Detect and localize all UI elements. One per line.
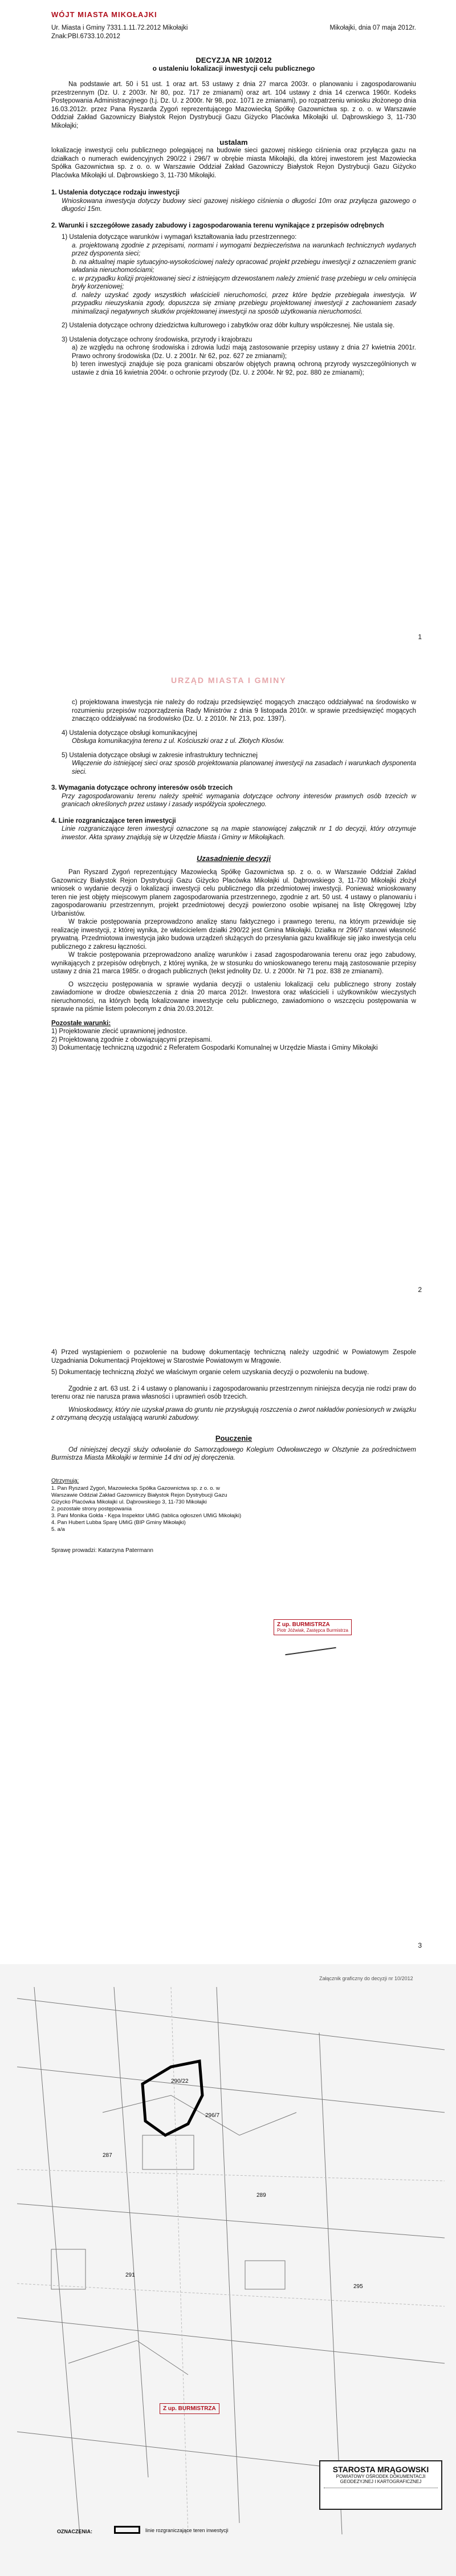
section-2-5: 5) Ustalenia dotyczące obsługi w zakresie infrastruktury technicznej	[62, 751, 258, 759]
justification-paragraph: W trakcie postępowania przeprowadzono analizę stanu faktycznego i prawnego terenu, na którym przewiduje się realizację inwestycji, z której wynika, że właścicielem działki 290/22 jest Gmina Mikołajki. Działka nr 296/7 stanowi własność prywatną. Przedmiotowa inwestycja jako budowa urządzeń służących do przesyłania gazu kwalifikuje się jako inwestycja celu publicznego z zakresu łączności.	[51, 919, 416, 950]
list-item: c. w przypadku kolizji projektowanej sieci z istniejącym drzewostanem należy zmienić trasę przebiegu w celu ominięcia bryły korzeniowej;	[72, 275, 417, 290]
intro-paragraph: Na podstawie art. 50 i 51 ust. 1 oraz art. 53 ustawy z dnia 27 marca 2003r. o planowaniu i zagospodarowaniu przestrzennym (Dz. U. z 2003r. Nr 80, poz. 717 ze zmianami) oraz art. 104 ustawy z dnia 14 czerwca 1960r. Kodeks Postępowania Administracyjnego (t.j. Dz. U. z 2000r. Nr 98, poz. 1071 ze zmianami), po rozpatrzeniu wniosku złożonego dnia 16.03.2012r. przez Pana Ryszarda Zygoń reprezentującego Mazowiecką Spółkę Gazownictwa sp. z o. o. w Warszawie Oddział Zakład Gazowniczy Białystok Rejon Dystrybucji Gazu Giżycko Placówka Mikołajki ul. Dąbrowskiego 3, 11-730 Mikołajki;	[51, 81, 416, 129]
case-number: Znak:PBI.6733.10.2012	[51, 33, 120, 40]
section-2-3-c: c) projektowana inwestycja nie należy do rodzaju przedsięwzięć mogących znacząco oddziaływać na środowisko w rozumieniu przepisów rozporządzenia Rady Ministrów z dnia 9 listopada 2010r. w sprawie przedsięwzięć mogących znacząco oddziaływać na środowisko (Dz. U. z 2010r. Nr 213, poz. 1397).	[72, 699, 416, 722]
instruction-text: Od niniejszej decyzji służy odwołanie do Samorządowego Kolegium Odwoławczego w Olsztynie za pośrednictwem Burmistrza Miasta Mikołajki w terminie 14 dni od jej doręczenia.	[51, 1446, 416, 1461]
signature-stamp: Z up. BURMISTRZA	[160, 2403, 219, 2414]
section-2-title: 2. Warunki i szczegółowe zasady zabudowy i zagospodarowania terenu wynikające z przepisów odrębnych	[51, 222, 384, 229]
county-office-stamp: STAROSTA MRĄGOWSKI POWIATOWY OŚRODEK DOKUMENTACJI GEODEZYJNEJ I KARTOGRAFICZNEJ	[319, 2460, 442, 2510]
condition-5: 5) Dokumentację techniczną złożyć we właściwym organie celem uzyskania decyzji o pozwoleniu na budowę.	[51, 1369, 369, 1376]
decision-subtitle: o ustaleniu lokalizacji inwestycji celu publicznego	[152, 64, 315, 72]
ustalam-paragraph: lokalizację inwestycji celu publicznego polegającej na budowie sieci gazowej niskiego ciśnienia oraz przyłącza gazu na działkach o numerach ewidencyjnych 290/22 i 296/7 w obrębie miasta Mikołajki, dla której inwestorem jest Mazowiecka Spółka Gazownictwa sp. z o. o. w Warszawie Oddział Zakład Gazowniczy Białystok Rejon Dystrybucji Gazu Giżycko Placówka Mikołajki ul. Dąbrowskiego 3, 11-730 Mikołajki.	[51, 147, 416, 179]
section-2-1: 1) Ustalenia dotyczące warunków i wymagań kształtowania ładu przestrzennego:	[62, 234, 297, 241]
recipient: 3. Pani Monika Gołda - Kępa Inspektor UMiG (tablica ogłoszeń UMiG Mikołajki)	[51, 1513, 242, 1519]
list-item: 3) Dokumentację techniczną uzgodnić z Referatem Gospodarki Komunalnej w Urzędzie Miasta i Gminy Mikołajki	[51, 1045, 378, 1051]
reference-line: Ur. Miasta i Gminy 7331.1.11.72.2012 Mikołajki	[51, 25, 188, 31]
section-1-text: Wnioskowana inwestycja dotyczy budowy sieci gazowej niskiego ciśnienia o długości 10m oraz przyłącza gazowego o długości 15m.	[62, 197, 416, 213]
section-2-4-text: Obsługa komunikacyjna terenu z ul. Kościuszki oraz z ul. Złotych Kłosów.	[72, 738, 284, 745]
page-number: 3	[418, 1941, 422, 1949]
decision-page-3	[0, 1309, 456, 1964]
decision-page-2	[0, 653, 456, 1309]
recipient: 4. Pan Hubert Lubba Sparę UMiG (BIP Gminy Mikołajki)	[51, 1519, 186, 1526]
recipient: 5. a/a	[51, 1526, 65, 1533]
parcel-label: 290/22	[171, 2078, 189, 2085]
section-1-title: 1. Ustalenia dotyczące rodzaju inwestycji	[51, 189, 180, 196]
legend-label: OZNACZENIA:	[57, 2529, 92, 2534]
list-item: b. na aktualnej mapie sytuacyjno-wysokościowej należy opracować projekt przebiegu inwestycji z oznaczeniem granic władania nieruchomościami;	[72, 258, 416, 274]
legend-text: linie rozgraniczające teren inwestycji	[145, 2528, 229, 2533]
signature-stamp: Z up. BURMISTRZA Piotr Jóźwiak, Zastępca Burmistrza	[274, 1619, 352, 1635]
list-item: b) teren inwestycji znajduje się poza granicami obszarów objętych prawną ochroną przyrody wyszczególnionych w ustawie z dnia 16 kwietnia 2004r. o ochronie przyrody (Dz. U. z 2004r. Nr 92, poz. 880 ze zmianami);	[72, 361, 416, 376]
section-3-title: 3. Wymagania dotyczące ochrony interesów osób trzecich	[51, 785, 233, 791]
other-conditions-title: Pozostałe warunki:	[51, 1019, 111, 1027]
list-item: a. projektowaną zgodnie z przepisami, normami i wymogami bezpieczeństwa na warunkach technicznych wydanych przez dysponenta sieci;	[72, 242, 416, 257]
office-stamp: WÓJT MIASTA MIKOŁAJKI	[51, 10, 157, 19]
section-2-4: 4) Ustalenia dotyczące obsługi komunikacyjnej	[62, 729, 197, 737]
recipients-title: Otrzymują:	[51, 1477, 79, 1484]
faded-stamp: URZĄD MIASTA I GMINY	[171, 676, 287, 685]
investment-boundary	[142, 2061, 202, 2135]
recipient: 2. pozostałe strony postępowania	[51, 1506, 132, 1512]
parcel-label: 291	[125, 2272, 135, 2278]
list-item: 2) Projektowaną zgodnie z obowiązującymi przepisami.	[51, 1036, 212, 1043]
parcel-label: 295	[353, 2284, 363, 2290]
list-item: 1) Projektowanie zlecić uprawnionej jednostce.	[51, 1028, 188, 1035]
decision-title: DECYZJA NR 10/2012	[196, 56, 272, 64]
parcel-label: 289	[256, 2192, 266, 2199]
rights-paragraph: Zgodnie z art. 63 ust. 2 i 4 ustawy o planowaniu i zagospodarowaniu przestrzennym niniejsza decyzja nie rodzi praw do terenu oraz nie narusza prawa własności i uprawnień osób trzecich.	[51, 1385, 416, 1400]
page-number: 2	[418, 1286, 422, 1294]
ustalam-heading: ustalam	[219, 138, 248, 147]
attachment-note: Załącznik graficzny do decyzji nr 10/2012	[319, 1976, 413, 1981]
recipient: 1. Pan Ryszard Zygoń, Mazowiecka Spółka Gazownictwa sp. z o. o. w Warszawie Oddział Zakład Gazowniczy Białystok Rejon Dystrybucji Gazu Giżycko Placówka Mikołajki ul. Dąbrowskiego 3, 11-730 Mikołajki	[51, 1485, 227, 1505]
map-attachment-page	[0, 1964, 456, 2576]
handwritten-signature	[285, 1647, 336, 1656]
place-date: Mikołajki, dnia 07 maja 2012r.	[329, 25, 416, 31]
justification-heading: Uzasadnienie decyzji	[196, 854, 271, 863]
claims-paragraph: Wnioskodawcy, który nie uzyskał prawa do gruntu nie przysługują roszczenia o zwrot nakładów poniesionych w związku z otrzymaną decyzją ustalającą warunki zabudowy.	[51, 1406, 416, 1421]
section-4-text: Linie rozgraniczające teren inwestycji oznaczone są na mapie stanowiącej załącznik nr 1 do decyzji, który otrzymuje inwestor. Akta sprawy znajdują się w Urzędzie Miasta i Gminy w Mikołajkach.	[62, 826, 416, 841]
instruction-heading: Pouczenie	[215, 1433, 253, 1443]
section-2-2: 2) Ustalenia dotyczące ochrony dziedzictwa kulturowego i zabytków oraz dóbr kultury współczesnej. Nie ustala się.	[62, 322, 395, 329]
section-2-5-text: Włączenie do istniejącej sieci oraz sposób projektowania planowanej inwestycji na zasadach i warunkach dysponenta sieci.	[72, 760, 416, 775]
section-3-text: Przy zagospodarowaniu terenu należy spełnić wymagania dotyczące ochrony interesów prawnych osób trzecich w granicach określonych przez ustawy i zasady współżycia społecznego.	[62, 793, 416, 808]
decision-page-1	[0, 0, 456, 653]
justification-paragraph: Pan Ryszard Zygoń reprezentujący Mazowiecką Spółkę Gazownictwa sp. z o. o. w Warszawie Oddział Zakład Gazowniczy Białystok Rejon Dystrybucji Gazu Giżycko Placówka Mikołajki ul. Dąbrowskiego 3, 11-730 Mikołajki złożył wniosek o wydanie decyzji o lokalizacji inwestycji celu publicznego dla przedmiotowej inwestycji. Ponieważ wnioskowany teren nie jest objęty miejscowym planem zagospodarowania przestrzennego, zgodnie z art. 50 ust. 4 ustawy o planowaniu i zagospodarowaniu przestrzennym, projekt przedmiotowej decyzji powierzono osobie wpisanej na listę Okręgowej Izby Urbanistów.	[51, 869, 416, 917]
parcel-label: 296/7	[205, 2112, 220, 2119]
parcel-label: 287	[103, 2152, 112, 2159]
section-2-3: 3) Ustalenia dotyczące ochrony środowiska, przyrody i krajobrazu	[62, 336, 253, 343]
legend-swatch	[114, 2526, 140, 2534]
list-item: d. należy uzyskać zgody wszystkich właścicieli nieruchomości, przez które będzie przebiegała inwestycja. W przypadku nieuzyskania zgody, dopuszcza się zmianę przebiegu projektowanej inwestycji z zachowaniem zasady minimalizacji negatywnych skutków projektowanej inwestycji na sposób użytkowania nieruchomości.	[72, 291, 416, 315]
prepared-by: Sprawę prowadzi: Katarzyna Patermann	[51, 1547, 153, 1554]
condition-4: 4) Przed wystąpieniem o pozwolenie na budowę dokumentację techniczną należy uzgodnić w Powiatowym Zespole Uzgadniania Dokumentacji Projektowej w Starostwie Powiatowym w Mrągowie.	[51, 1349, 416, 1364]
section-4-title: 4. Linie rozgraniczające teren inwestycji	[51, 817, 176, 824]
page-number: 1	[418, 633, 422, 641]
list-item: a) ze względu na ochronę środowiska i zdrowia ludzi mają zastosowanie przepisy ustawy z dnia 27 kwietnia 2001r. Prawo ochrony środowiska (Dz. U. z 2001r. Nr 62, poz. 627 ze zmianami);	[72, 344, 416, 360]
justification-paragraph: W trakcie postępowania przeprowadzono analizę warunków i zasad zagospodarowania terenu oraz jego zabudowy, wynikających z przepisów odrębnych, z której wynika, że w stosunku do wnioskowanego terenu mają zastosowanie przepisy ustawy z dnia 21 marca 1985r. o drogach publicznych (tekst jednolity Dz. U. z 2000r. Nr 71 poz. 838 ze zmianami).	[51, 952, 416, 975]
justification-paragraph: O wszczęciu postępowania w sprawie wydania decyzji o ustaleniu lokalizacji celu publicznego strony zostały zawiadomione w drodze obwieszczenia z dnia 20 marca 2012r. Inwestora oraz właścicieli i użytkowników wieczystych nieruchomości, na których będą lokalizowane inwestycje celu publicznego, zawiadomiono o wszczęciu postępowania w sprawie na piśmie listem poleconym z dnia 20.03.2012r.	[51, 981, 416, 1013]
